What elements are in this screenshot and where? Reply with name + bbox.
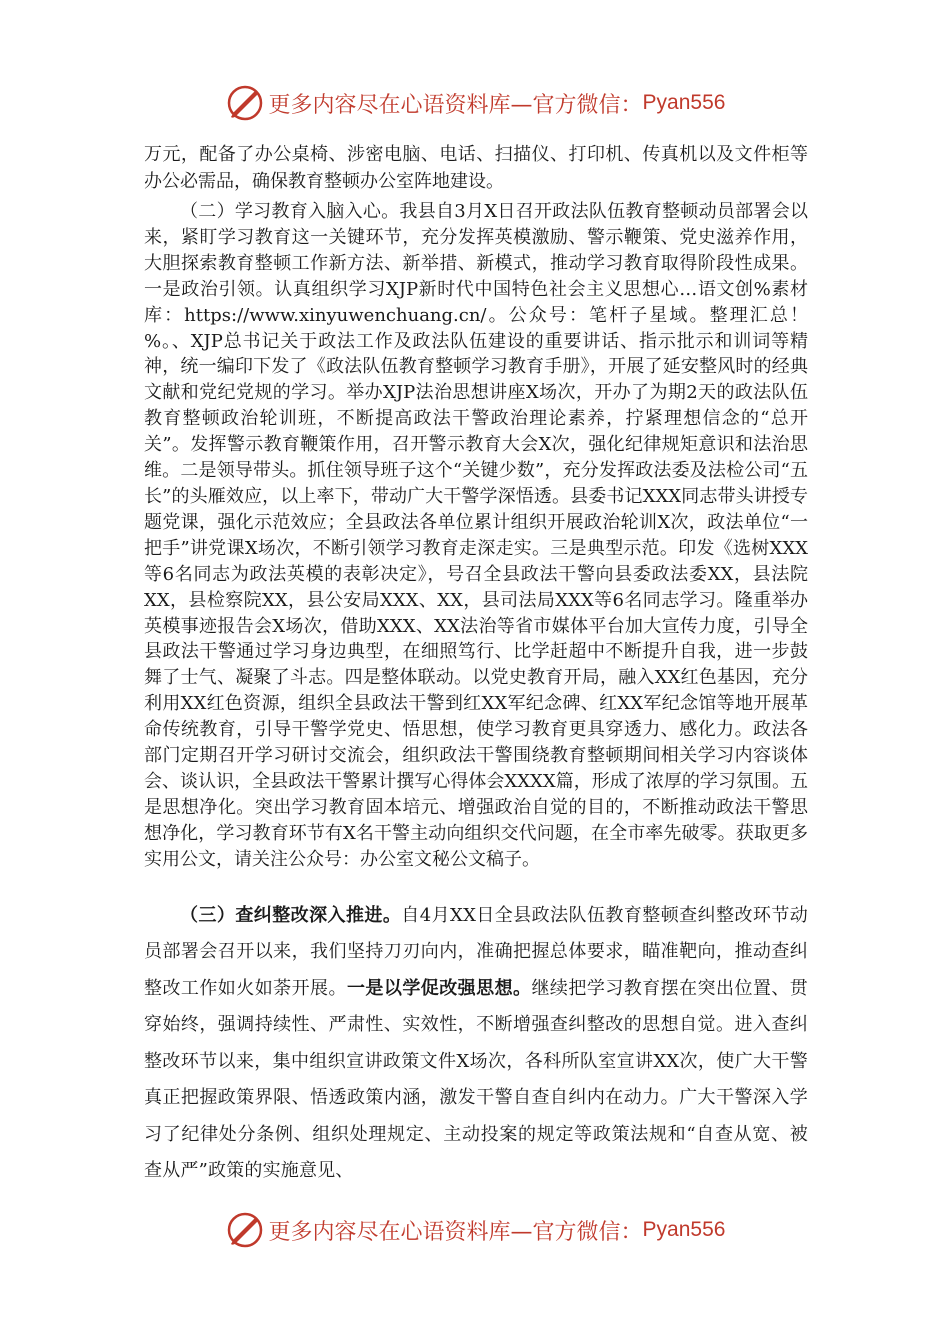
brush-logo-icon bbox=[225, 1210, 265, 1250]
paragraph-2: （二）学习教育入脑入心。我县自3月X日召开政法队伍教育整顿动员部署会以来，紧盯学习教育这一关键环节，充分发挥英模激励、警示鞭策、党史滋养作用，大胆探索教育整顿工作新方法、新举措、新模式，推动学习教育取得阶段性成果。一是政治引领。认真组织学习XJP新时代中国特色社会主义思想心…语文创%素材库：https://www.xinyuwenchuang.cn/。公众号：笔杆子星域。整理汇总！%。、XJP总书记关于政法工作及政法队伍建设的重要讲话、指示批示和训词等精神，统一编印下发了《政法队伍教育整顿学习教育手册》，开展了延安整风时的经典文献和党纪党规的学习。举办XJP法治思想讲座X场次，开办了为期2天的政法队伍教育整顿政治轮训班，不断提高政法干警政治理论素养，拧紧理想信念的“总开关”。发挥警示教育鞭策作用，召开警示教育大会X次，强化纪律规矩意识和法治思维。二是领导带头。抓住领导班子这个“关键少数”，充分发挥政法委及法检公司“五长”的头雁效应，以上率下，带动广大干警学深悟透。县委书记XXX同志带头讲授专题党课，强化示范效应；全县政法各单位累计组织开展政治轮训X次，政法单位“一把手”讲党课X场次，不断引领学习教育走深走实。三是典型示范。印发《选树XXX等6名同志为政法英模的表彰决定》，号召全县政法干警向县委政法委XX，县法院XX，县检察院XX，县公安局XXX、XX，县司法局XXX等6名同志学习。隆重举办英模事迹报告会X场次，借助XXX、XX法治等省市媒体平台加大宣传力度，引导全县政法干警通过学习身边典型，在细照笃行、比学赶超中不断提升自我，进一步鼓舞了士气、凝聚了斗志。四是整体联动。以党史教育开局，融入XX红色基因，充分利用XX红色资源，组织全县政法干警到红XX军纪念碑、红XX军纪念馆等地开展革命传统教育，引导干警学党史、悟思想，使学习教育更具穿透力、感化力。政法各部门定期召开学习研讨交流会，组织政法干警围绕教育整顿期间相关学习内容谈体会、谈认识，全县政法干警累计撰写心得体会XXXX篇，形成了浓厚的学习氛围。五是思想净化。突出学习教育固本培元、增强政治自觉的目的，不断推动政法干警思想净化，学习教育环节有X名干警主动向组织交代问题，在全市率先破零。获取更多实用公文，请关注公众号：办公室文秘公文稿子。 bbox=[144, 201, 808, 870]
footer-banner-text: 更多内容尽在心语资料库—官方微信： bbox=[268, 1219, 643, 1245]
document-body bbox=[144, 142, 808, 1190]
header-banner bbox=[0, 80, 950, 126]
section-heading-3: （三）查纠整改深入推进。 bbox=[180, 904, 402, 926]
sub-heading-1: 一是以学促改强思想。 bbox=[346, 977, 532, 999]
footer-banner bbox=[0, 1207, 950, 1253]
paragraph-3 bbox=[144, 898, 808, 1190]
footer-wechat-id: Pyan556 bbox=[642, 1218, 726, 1241]
paragraph-1: 万元，配备了办公桌椅、涉密电脑、电话、扫描仪、打印机、传真机以及文件柜等办公必需品，确保教育整顿办公室阵地建设。 bbox=[144, 144, 808, 192]
header-wechat-id: Pyan556 bbox=[642, 91, 726, 114]
header-banner-text: 更多内容尽在心语资料库—官方微信： bbox=[268, 92, 643, 118]
paragraph-3-part-1: 自4月XX日全县政法队伍教育整顿查纠整改环节动员部署会召开以来，我们坚持刀刃向内，准确把握总体要求，瞄准靶向，推动查纠整改工作如火如荼开展。 bbox=[144, 904, 808, 999]
brush-logo-icon bbox=[225, 83, 265, 123]
paragraph-3-part-2: 继续把学习教育摆在突出位置、贯穿始终，强调持续性、严肃性、实效性，不断增强查纠整改的思想自觉。进入查纠整改环节以来，集中组织宣讲政策文件X场次，各科所队室宣讲XX次，使广大干警真正把握政策界限、悟透政策内涵，激发干警自查自纠内在动力。广大干警深入学习了纪律处分条例、组织处理规定、主动投案的规定等政策法规和“自查从宽、被查从严”政策的实施意见、 bbox=[144, 977, 809, 1182]
